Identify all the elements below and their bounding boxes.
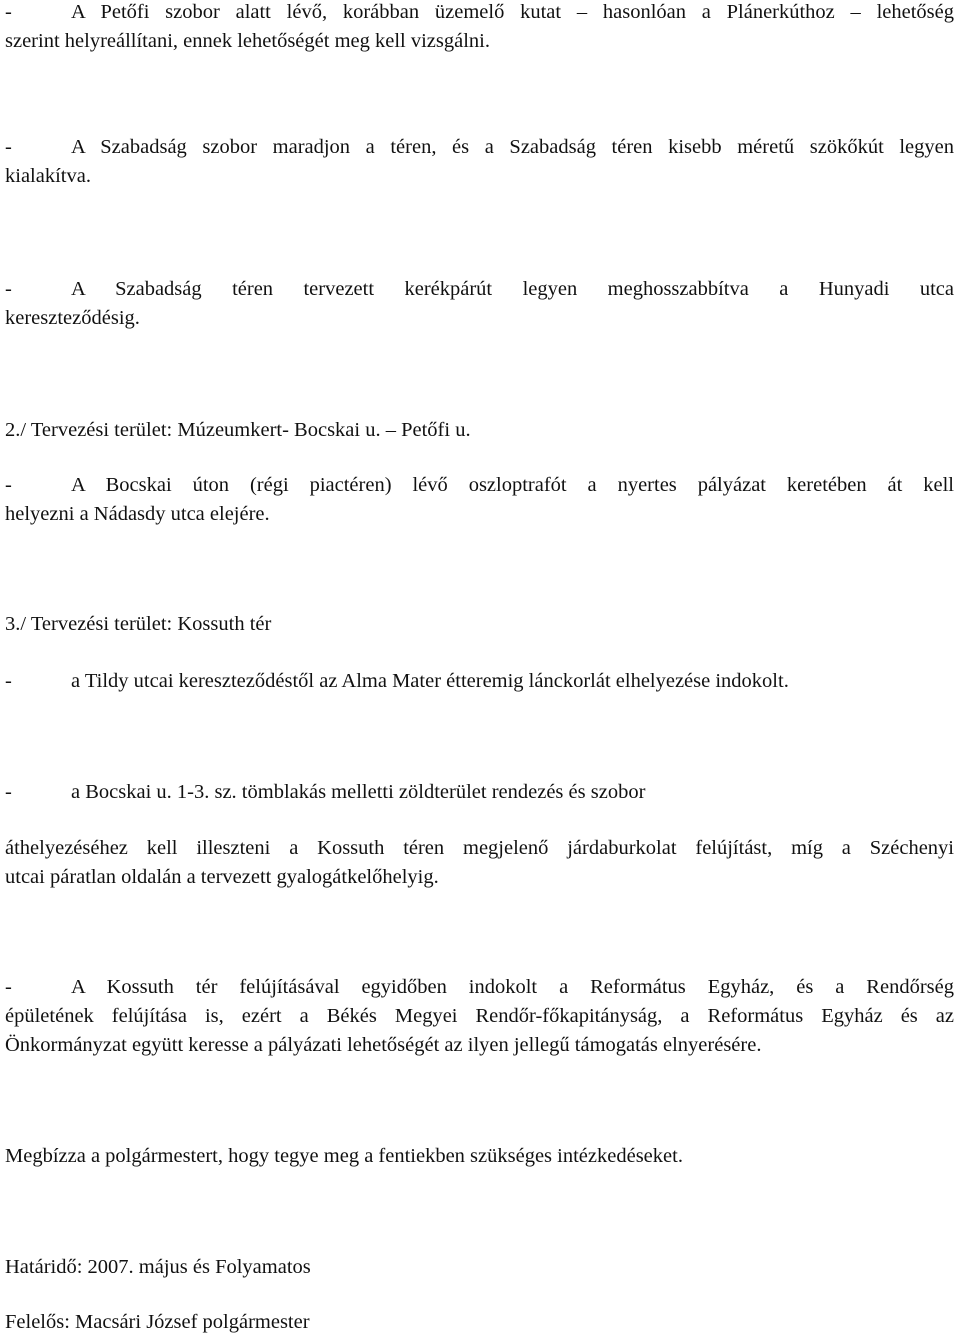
bullet-dash: - (5, 1, 12, 23)
section-heading-2 (5, 416, 954, 445)
text-line: 3./ Tervezési terület: Kossuth tér (5, 613, 272, 635)
text-line: épületének felújítása is, ezért a Békés Megyei Rendőr-főkapitányság, a Református Egyház és az (5, 1005, 954, 1027)
text-line: - A Szabadság téren tervezett kerékpárút legyen meghosszabbítva a Hunyadi utca (5, 275, 954, 304)
bullet-dash: - (5, 136, 12, 158)
paragraph-szabadsag-statue (5, 133, 954, 191)
text-line: - a Tildy utcai kereszteződéstől az Alma Mater étteremig lánckorlát elhelyezése indokolt. (5, 667, 954, 696)
text-line: áthelyezéséhez kell illeszteni a Kossuth téren megjelenő járdaburkolat felújítást, míg a Széchenyi (5, 837, 954, 859)
text-line: - A Kossuth tér felújításával egyidőben indokolt a Református Egyház, és a Rendőrség (5, 973, 954, 1002)
paragraph-green-area (5, 778, 954, 807)
bullet-dash: - (5, 976, 12, 998)
text-line: - A Szabadság szobor maradjon a téren, és a Szabadság téren kisebb méretű szökőkút legyen (5, 133, 954, 162)
responsible-person (5, 1308, 954, 1337)
text-line: utcai páratlan oldalán a tervezett gyalogátkelőhelyig. (5, 866, 439, 888)
bullet-dash: - (5, 781, 12, 803)
paragraph-chain-railing (5, 667, 954, 696)
text-line: 2./ Tervezési terület: Múzeumkert- Bocskai u. – Petőfi u. (5, 419, 471, 441)
deadline (5, 1253, 954, 1282)
text-line: kereszteződésig. (5, 307, 140, 329)
bullet-dash: - (5, 474, 12, 496)
text-line: helyezni a Nádasdy utca elejére. (5, 503, 270, 525)
text-line: - A Bocskai úton (régi piactéren) lévő oszloptrafót a nyertes pályázat keretében át kell (5, 471, 954, 500)
paragraph-transformer (5, 471, 954, 529)
paragraph-relocation (5, 834, 954, 892)
bullet-dash: - (5, 670, 12, 692)
paragraph-bike-path (5, 275, 954, 333)
text-line: Megbízza a polgármestert, hogy tegye meg a fentiekben szükséges intézkedéseket. (5, 1145, 683, 1167)
paragraph-petofi-well (5, 0, 954, 56)
text-line: Határidő: 2007. május és Folyamatos (5, 1256, 311, 1278)
text-line: Felelős: Macsári József polgármester (5, 1311, 310, 1333)
bullet-dash: - (5, 278, 12, 300)
text-line: - A Petőfi szobor alatt lévő, korábban üzemelő kutat – hasonlóan a Plánerkúthoz – lehetőség (5, 0, 954, 27)
section-heading-3 (5, 610, 954, 639)
text-line: - a Bocskai u. 1-3. sz. tömblakás melletti zöldterület rendezés és szobor (5, 778, 954, 807)
text-line: szerint helyreállítani, ennek lehetőségét meg kell vizsgálni. (5, 30, 490, 52)
text-line: Önkormányzat együtt keresse a pályázati lehetőségét az ilyen jellegű támogatás elnyerésére. (5, 1034, 762, 1056)
text-line: kialakítva. (5, 165, 91, 187)
paragraph-mandate (5, 1142, 954, 1171)
paragraph-renovation (5, 973, 954, 1060)
